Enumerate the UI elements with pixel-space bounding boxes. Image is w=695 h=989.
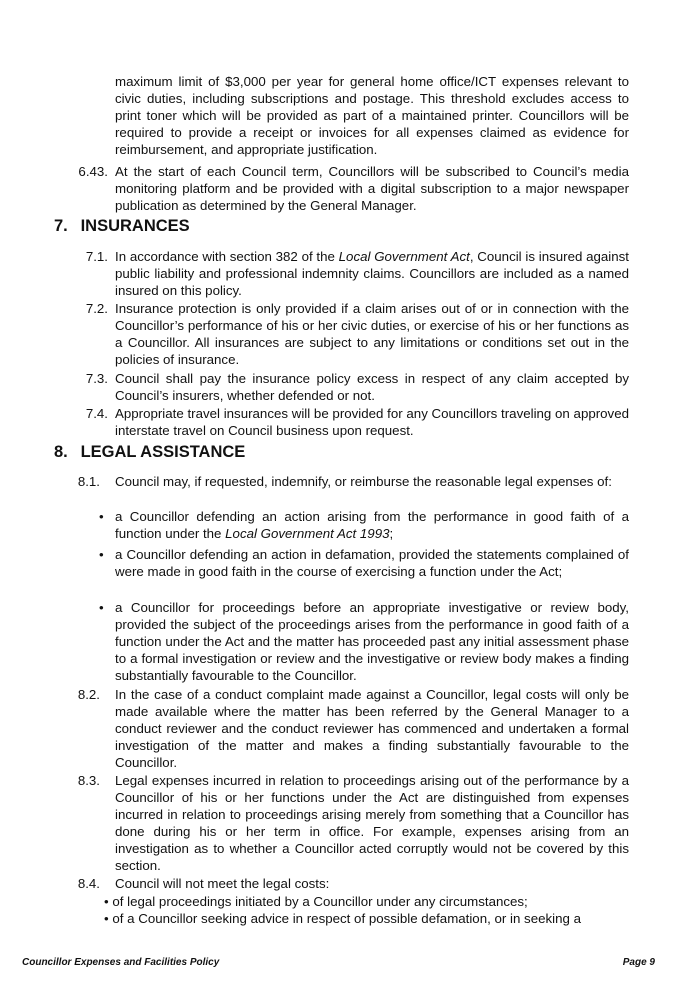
continuation-paragraph: maximum limit of $3,000 per year for general home office/ICT expenses relevant to civic duties, including subscriptions and postage. This threshold excludes access to print toner which will be provided as part of a maintained printer. Councillors will be required to provide a receipt or invoices for all expenses claimed as evidence for reimbursement, and appropriate justification. <box>115 74 629 157</box>
list-item: • of legal proceedings initiated by a Councillor under any circumstances; <box>104 894 528 909</box>
section-number: 7. <box>54 217 68 235</box>
bullet-glyph: • <box>104 894 109 909</box>
list-item: a Councillor defending an action arising from the performance in good faith of a function under the Local Government Act 1993; <box>115 509 629 541</box>
clause-text: Appropriate travel insurances will be provided for any Councillors traveling on approved interstate travel on Council business upon request. <box>115 406 629 438</box>
clause-text: At the start of each Council term, Councillors will be subscribed to Council’s media monitoring platform and be provided with a digital subscription to a major newspaper publication as determined by the General Manager. <box>115 164 629 213</box>
list-item: • of a Councillor seeking advice in respect of possible defamation, or in seeking a <box>104 911 581 926</box>
clause-number: 8.1. <box>77 474 100 489</box>
clause-text: In the case of a conduct complaint made against a Councillor, legal costs will only be made available where the matter has been referred by the General Manager to a conduct reviewer and the conduct reviewer has commenced and undertaken a formal investigation of the matter and makes a finding substantially favourable to the Councillor. <box>115 687 629 770</box>
section-heading-legal-assistance <box>54 444 245 461</box>
bullet-glyph: • <box>104 911 109 926</box>
clause-number: 7.4. <box>85 406 108 421</box>
clause-number: 7.2. <box>85 301 108 316</box>
list-item: a Councillor defending an action in defamation, provided the statements complained of were made in good faith in the course of exercising a function under the Act; <box>115 547 629 579</box>
clause-text: Council shall pay the insurance policy excess in respect of any claim accepted by Council’s insurers, whether defended or not. <box>115 371 629 403</box>
bullet-glyph: • <box>99 547 104 562</box>
section-heading-insurances <box>54 218 190 235</box>
footer-document-title: Councillor Expenses and Facilities Policy <box>22 957 220 968</box>
clause-number: 8.2. <box>77 687 100 702</box>
clause-number: 8.4. <box>77 876 100 891</box>
clause-number: 7.1. <box>85 249 108 264</box>
clause-text: Council will not meet the legal costs: <box>115 876 330 891</box>
clause-number: 7.3. <box>85 371 108 386</box>
list-item: a Councillor for proceedings before an appropriate investigative or review body, provided the subject of the proceedings arises from the performance in good faith of a function under the Act and the matter has proceeded past any initial assessment phase to a formal investigation or review and the investigative or review body makes a finding substantially favourable to the Councillor. <box>115 600 629 683</box>
footer-page-number: Page 9 <box>622 957 655 968</box>
clause-text: Council may, if requested, indemnify, or reimburse the reasonable legal expenses of: <box>115 474 612 489</box>
clause-number: 6.43. <box>78 164 108 179</box>
clause-text: Insurance protection is only provided if a claim arises out of or in connection with the Councillor’s performance of his or her civic duties, or exercise of his or her functions as a Councillor. All insurances are subject to any limitations or conditions set out in the policies of insurance. <box>115 301 629 367</box>
clause-text: Legal expenses incurred in relation to proceedings arising out of the performance by a Councillor of his or her functions under the Act are distinguished from expenses incurred in relation to proceedings arising merely from something that a Councillor has done during his or her term in office. For example, expenses arising from an investigation as to whether a Councillor acted corruptly would not be covered by this section. <box>115 773 629 873</box>
bullet-glyph: • <box>99 509 104 524</box>
section-title: LEGAL ASSISTANCE <box>80 443 246 461</box>
section-number: 8. <box>54 443 68 461</box>
clause-number: 8.3. <box>77 773 100 788</box>
section-title: INSURANCES <box>80 217 190 235</box>
clause-text: In accordance with section 382 of the Local Government Act, Council is insured against public liability and professional indemnity claims. Councillors are included as a named insured on this policy. <box>115 249 629 298</box>
bullet-glyph: • <box>99 600 104 615</box>
